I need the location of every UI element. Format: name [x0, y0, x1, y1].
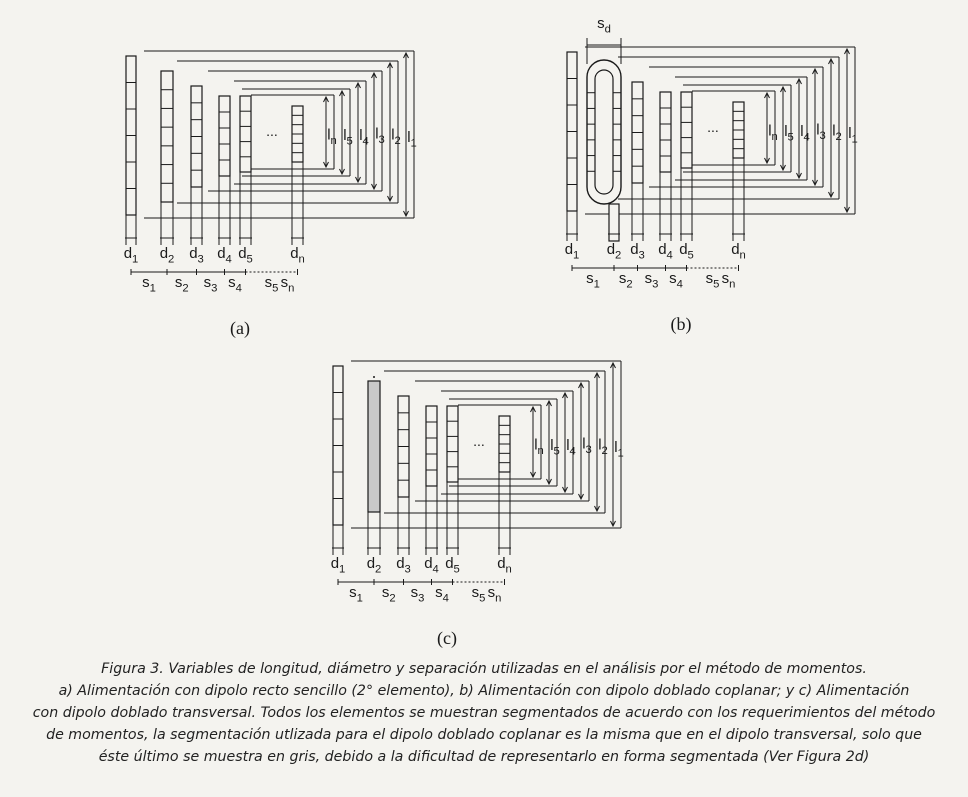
- figure-caption: [0, 658, 968, 768]
- length-label-3: $l_4$: [800, 123, 810, 144]
- element-5: [447, 406, 458, 555]
- feed-point: [373, 376, 375, 378]
- length-label-3: $l_4$: [359, 127, 369, 148]
- diameter-label-4: $d_4$: [424, 555, 439, 576]
- length-frame-5: [384, 371, 608, 513]
- diameter-label-4: $d_4$: [658, 241, 673, 262]
- spacing-label-5: $s_5$: [705, 270, 720, 291]
- caption-line-4: de momentos, la segmentación utlizada para el dipolo doblado coplanar es la misma que en el dipolo transversal, solo que: [46, 727, 922, 743]
- spacing-label-2: $s_2$: [381, 584, 396, 605]
- spacing-label-n: $s_n$: [487, 584, 502, 605]
- diameter-label-2: $d_2$: [159, 245, 175, 266]
- element-body: [681, 92, 692, 168]
- element-body: [447, 406, 458, 482]
- element-body: [660, 92, 671, 172]
- element-body: [426, 406, 437, 486]
- spacing-label-4: $s_4$: [228, 274, 242, 295]
- element-1: [126, 56, 136, 245]
- diameter-label-3: $d_3$: [630, 241, 645, 262]
- caption-line-3: con dipolo doblado transversal. Todos los elementos se muestran segmentados de acuerdo con los requerimientos del método: [32, 705, 936, 721]
- diameter-label-2: $d_2$: [606, 241, 622, 262]
- element-body: [219, 96, 230, 176]
- ellipsis: ...: [707, 119, 719, 135]
- spacing-label-4: $s_4$: [669, 270, 683, 291]
- diameter-label-1: $d_1$: [564, 241, 580, 262]
- spacing-label-4: $s_4$: [435, 584, 449, 605]
- element-4: [426, 406, 437, 555]
- panel-b: [565, 15, 858, 335]
- element-body: [240, 96, 251, 172]
- spacing-label-5: $s_5$: [264, 274, 279, 295]
- spacing-label-3: $s_3$: [410, 584, 425, 605]
- length-label-6: $l_1$: [848, 125, 858, 146]
- spacing-label-n: $s_n$: [721, 270, 736, 291]
- element-1: [567, 52, 577, 241]
- diameter-label-3: $d_3$: [396, 555, 411, 576]
- element-4: [660, 92, 671, 241]
- length-frame-5: [177, 61, 401, 203]
- element-3: [398, 396, 409, 555]
- sd-label: $s_d$: [597, 15, 611, 36]
- length-label-4: $l_3$: [816, 121, 826, 142]
- panel-c: [331, 361, 624, 649]
- panel-label: (b): [670, 314, 692, 334]
- element-4: [219, 96, 230, 245]
- spacing-label-1: $s_1$: [586, 270, 600, 291]
- element-3: [632, 82, 643, 241]
- length-label-6: $l_1$: [614, 439, 624, 460]
- ellipsis: ...: [266, 123, 278, 139]
- element-body: [161, 71, 173, 202]
- fed-element-gray: [368, 381, 380, 512]
- length-label-2: $l_5$: [550, 437, 560, 458]
- length-label-1: $l_n$: [327, 126, 337, 147]
- panel-a: [124, 51, 417, 339]
- length-label-1: $l_n$: [534, 436, 544, 457]
- panel-label: (a): [230, 318, 250, 338]
- ellipsis: ...: [473, 433, 485, 449]
- diameter-label-6: $d_n$: [290, 245, 305, 266]
- length-label-3: $l_4$: [566, 437, 576, 458]
- diameter-label-1: $d_1$: [123, 245, 139, 266]
- panel-label: (c): [437, 628, 457, 648]
- length-label-1: $l_n$: [768, 122, 778, 143]
- diameter-label-6: $d_n$: [497, 555, 512, 576]
- length-label-6: $l_1$: [407, 129, 417, 150]
- spacing-label-3: $s_3$: [203, 274, 218, 295]
- folded-dipole-inner: [595, 70, 613, 194]
- element-3: [191, 86, 202, 245]
- diameter-label-5: $d_5$: [679, 241, 694, 262]
- length-label-4: $l_3$: [375, 125, 385, 146]
- element-5: [240, 96, 251, 245]
- diameter-label-5: $d_5$: [445, 555, 460, 576]
- folded-feed-stub: [609, 204, 619, 241]
- element-2: [161, 71, 173, 245]
- diameter-label-1: $d_1$: [330, 555, 346, 576]
- length-label-5: $l_2$: [832, 122, 842, 143]
- spacing-label-1: $s_1$: [349, 584, 363, 605]
- length-label-2: $l_5$: [343, 127, 353, 148]
- element-2: [587, 15, 621, 241]
- spacing-label-n: $s_n$: [280, 274, 295, 295]
- caption-line-1: Figura 3. Variables de longitud, diámetro y separación utilizadas en el análisis por el método de momentos.: [101, 661, 867, 677]
- spacing-label-1: $s_1$: [142, 274, 156, 295]
- length-frame-5: [618, 57, 842, 199]
- diameter-label-6: $d_n$: [731, 241, 746, 262]
- diameter-label-4: $d_4$: [217, 245, 232, 266]
- length-label-5: $l_2$: [598, 436, 608, 457]
- spacing-label-5: $s_5$: [471, 584, 486, 605]
- diameter-label-2: $d_2$: [366, 555, 382, 576]
- length-label-4: $l_3$: [582, 435, 592, 456]
- length-label-2: $l_5$: [784, 123, 794, 144]
- element-5: [681, 92, 692, 241]
- diameter-label-3: $d_3$: [189, 245, 204, 266]
- spacing-label-2: $s_2$: [618, 270, 633, 291]
- element-1: [333, 366, 343, 555]
- caption-line-2: a) Alimentación con dipolo recto sencillo (2° elemento), b) Alimentación con dipolo doblado coplanar; y c) Alimentación: [58, 683, 910, 699]
- caption-line-5: éste último se muestra en gris, debido a la dificultad de representarlo en forma segmentada (Ver Figura 2d): [98, 749, 870, 765]
- diameter-label-5: $d_5$: [238, 245, 253, 266]
- spacing-label-3: $s_3$: [644, 270, 659, 291]
- length-label-5: $l_2$: [391, 126, 401, 147]
- spacing-label-2: $s_2$: [174, 274, 189, 295]
